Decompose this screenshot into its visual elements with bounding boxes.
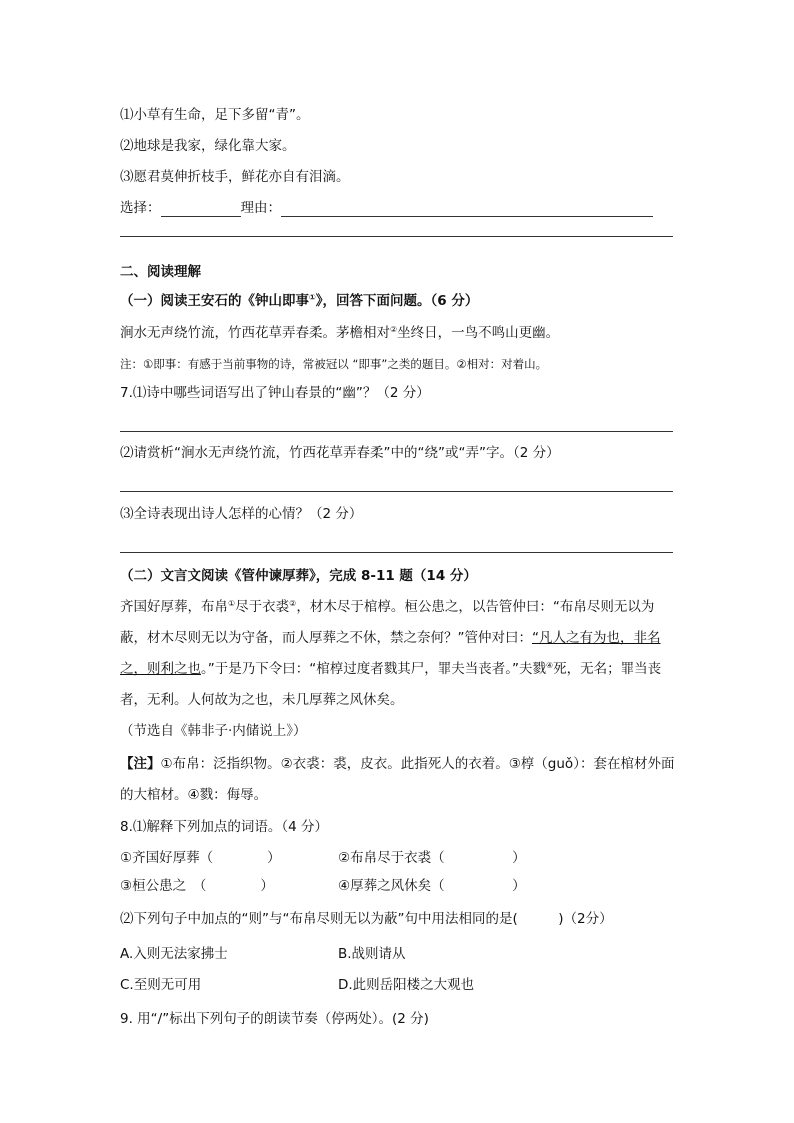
word-item: ④厚葬之风休矣（ ） <box>338 878 526 894</box>
option-d[interactable]: D.此则岳阳楼之大观也 <box>338 977 475 993</box>
choose-reason-row <box>120 199 653 217</box>
classical-text-line: 齐国好厚葬，布帛①尽于衣裘②，材木尽于棺椁。桓公患之，以告管仲曰：“布帛尽则无以为 <box>120 599 655 615</box>
answer-rule[interactable] <box>120 552 673 553</box>
question-9: 9. 用“/”标出下列句子的朗读节奏（停两处）。(2 分) <box>120 1011 429 1027</box>
word-item: ②布帛尽于衣裘（ ） <box>338 850 526 866</box>
answer-rule[interactable] <box>120 431 673 432</box>
slogan-1: ⑴小草有生命，足下多留“青”。 <box>120 107 310 123</box>
poem-note: 注：①即事：有感于当前事物的诗，常被冠以 “即事”之类的题目。②相对：对着山。 <box>120 357 548 371</box>
question-8-2: ⑵下列句子中加点的“则”与“布帛尽则无以为蔽”句中用法相同的是( )（2分） <box>120 911 613 927</box>
slogan-2: ⑵地球是我家，绿化靠大家。 <box>120 138 296 154</box>
question-7-3: ⑶全诗表现出诗人怎样的心情？（2 分） <box>120 506 363 522</box>
word-row <box>120 849 675 867</box>
word-item: ③桓公患之 （ ） <box>120 878 274 894</box>
choose-label: 选择： <box>120 200 161 216</box>
part1-title: （一）阅读王安石的《钟山即事①》，回答下面问题。（6 分） <box>120 293 479 309</box>
classical-text-line: 蔽，材木尽则无以为守备，而人厚葬之不休，禁之奈何？”管仲对曰：“凡人之有为也，非名 <box>120 630 661 646</box>
word-row <box>120 877 675 895</box>
classical-text-line: 之，则利之也。”于是乃下令曰：“棺椁过度者戮其尸，罪夫当丧者。”夫戮④死，无名；罪当丧 <box>120 661 662 677</box>
answer-rule[interactable] <box>120 236 673 237</box>
option-a[interactable]: A.入则无法家拂士 <box>120 946 228 962</box>
section-heading: 二、阅读理解 <box>120 264 201 280</box>
reason-blank[interactable] <box>281 202 653 217</box>
annotation-line: 的大棺材。④戮：侮辱。 <box>120 787 268 803</box>
option-c[interactable]: C.至则无可用 <box>120 977 202 993</box>
slogan-3: ⑶愿君莫伸折枝手，鲜花亦自有泪滴。 <box>120 169 350 185</box>
choose-blank[interactable] <box>161 202 241 217</box>
annotation-line: 【注】①布帛：泛指织物。②衣裘：裘，皮衣。此指死人的衣着。③椁（guǒ）：套在棺材外面 <box>120 756 675 772</box>
poem-text: 涧水无声绕竹流，竹西花草弄春柔。茅檐相对②坐终日，一鸟不鸣山更幽。 <box>120 325 560 341</box>
word-item: ①齐国好厚葬（ ） <box>120 850 281 866</box>
answer-rule[interactable] <box>120 491 673 492</box>
question-7-1: 7.⑴诗中哪些词语写出了钟山春景的“幽”？（2 分） <box>120 385 430 401</box>
reason-label: 理由： <box>240 200 281 216</box>
question-7-2: ⑵请赏析“涧水无声绕竹流，竹西花草弄春柔”中的“绕”或“弄”字。（2 分） <box>120 445 560 461</box>
classical-text-line: 者，无利。人何故为之也，未几厚葬之风休矣。 <box>120 692 404 708</box>
options-row <box>120 976 675 994</box>
question-8-1: 8.⑴解释下列加点的词语。（4 分） <box>120 819 329 835</box>
part2-title: （二）文言文阅读《管仲谏厚葬》，完成 8-11 题（14 分） <box>120 568 477 584</box>
option-b[interactable]: B.战则请从 <box>338 946 406 962</box>
options-row <box>120 945 675 963</box>
source-citation: （节选自《韩非子·内储说上》） <box>120 723 307 739</box>
